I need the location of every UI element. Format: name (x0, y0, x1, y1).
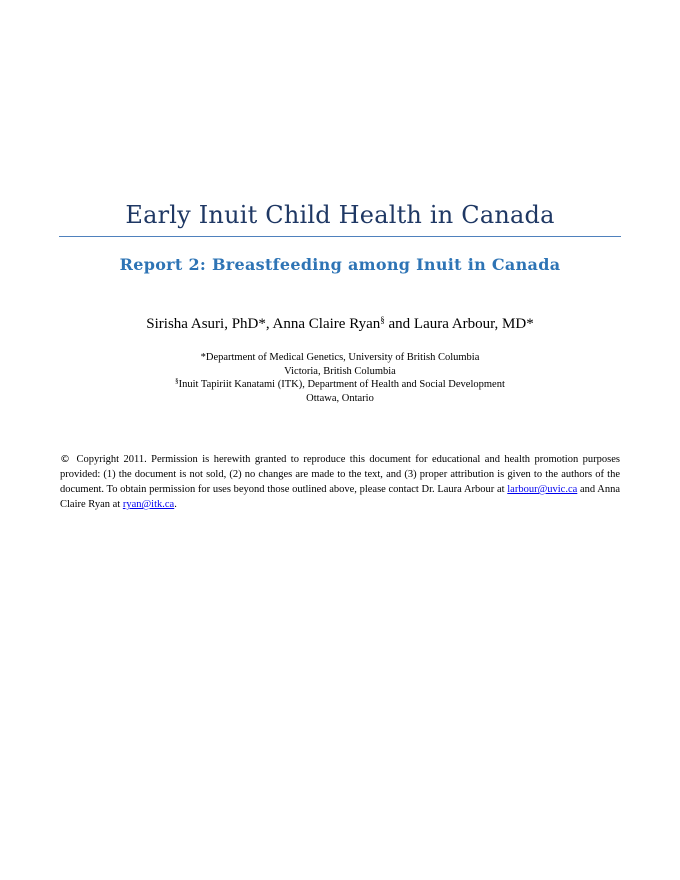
author-affiliation-mark: § (380, 315, 385, 325)
affiliation-line-2: Victoria, British Columbia (284, 365, 396, 377)
document-title: Early Inuit Child Health in Canada (125, 201, 555, 229)
authors-text-1: Sirisha Asuri, PhD*, Anna Claire Ryan (146, 316, 381, 332)
affiliation-line-1: *Department of Medical Genetics, University of British Columbia (200, 352, 480, 363)
affiliations (0, 351, 680, 405)
authors-text-2: and Laura Arbour, MD* (384, 316, 534, 332)
email-link-larbour[interactable]: larbour@uvic.ca (507, 484, 578, 495)
copyright-symbol: © (60, 454, 70, 465)
affiliation-mark: § (175, 377, 179, 385)
affiliation-line-3-text: Inuit Tapiriit Kanatami (ITK), Department of Health and Social Development (178, 379, 505, 390)
author-line (0, 316, 680, 333)
title-divider (59, 236, 621, 237)
copyright-middle-text: and Anna Claire Ryan at (60, 484, 621, 510)
copyright-text: Copyright 2011. Permission is herewith granted to reproduce this document for educational and health promotion purposes provided: (1) the document is not sold, (2) no changes are made to the text, and (3) proper attribution is given to the authors of the document. To obtain permission for uses beyond those outlined above, please contact Dr. Laura Arbour at (60, 454, 620, 495)
copyright-end: . (174, 499, 177, 510)
document-subtitle: Report 2: Breastfeeding among Inuit in Canada (119, 255, 561, 274)
email-link-ryan[interactable]: ryan@itk.ca (122, 499, 175, 510)
affiliation-line-4: Ottawa, Ontario (306, 392, 374, 404)
affiliation-line-3 (0, 378, 680, 392)
copyright-notice (60, 452, 620, 512)
